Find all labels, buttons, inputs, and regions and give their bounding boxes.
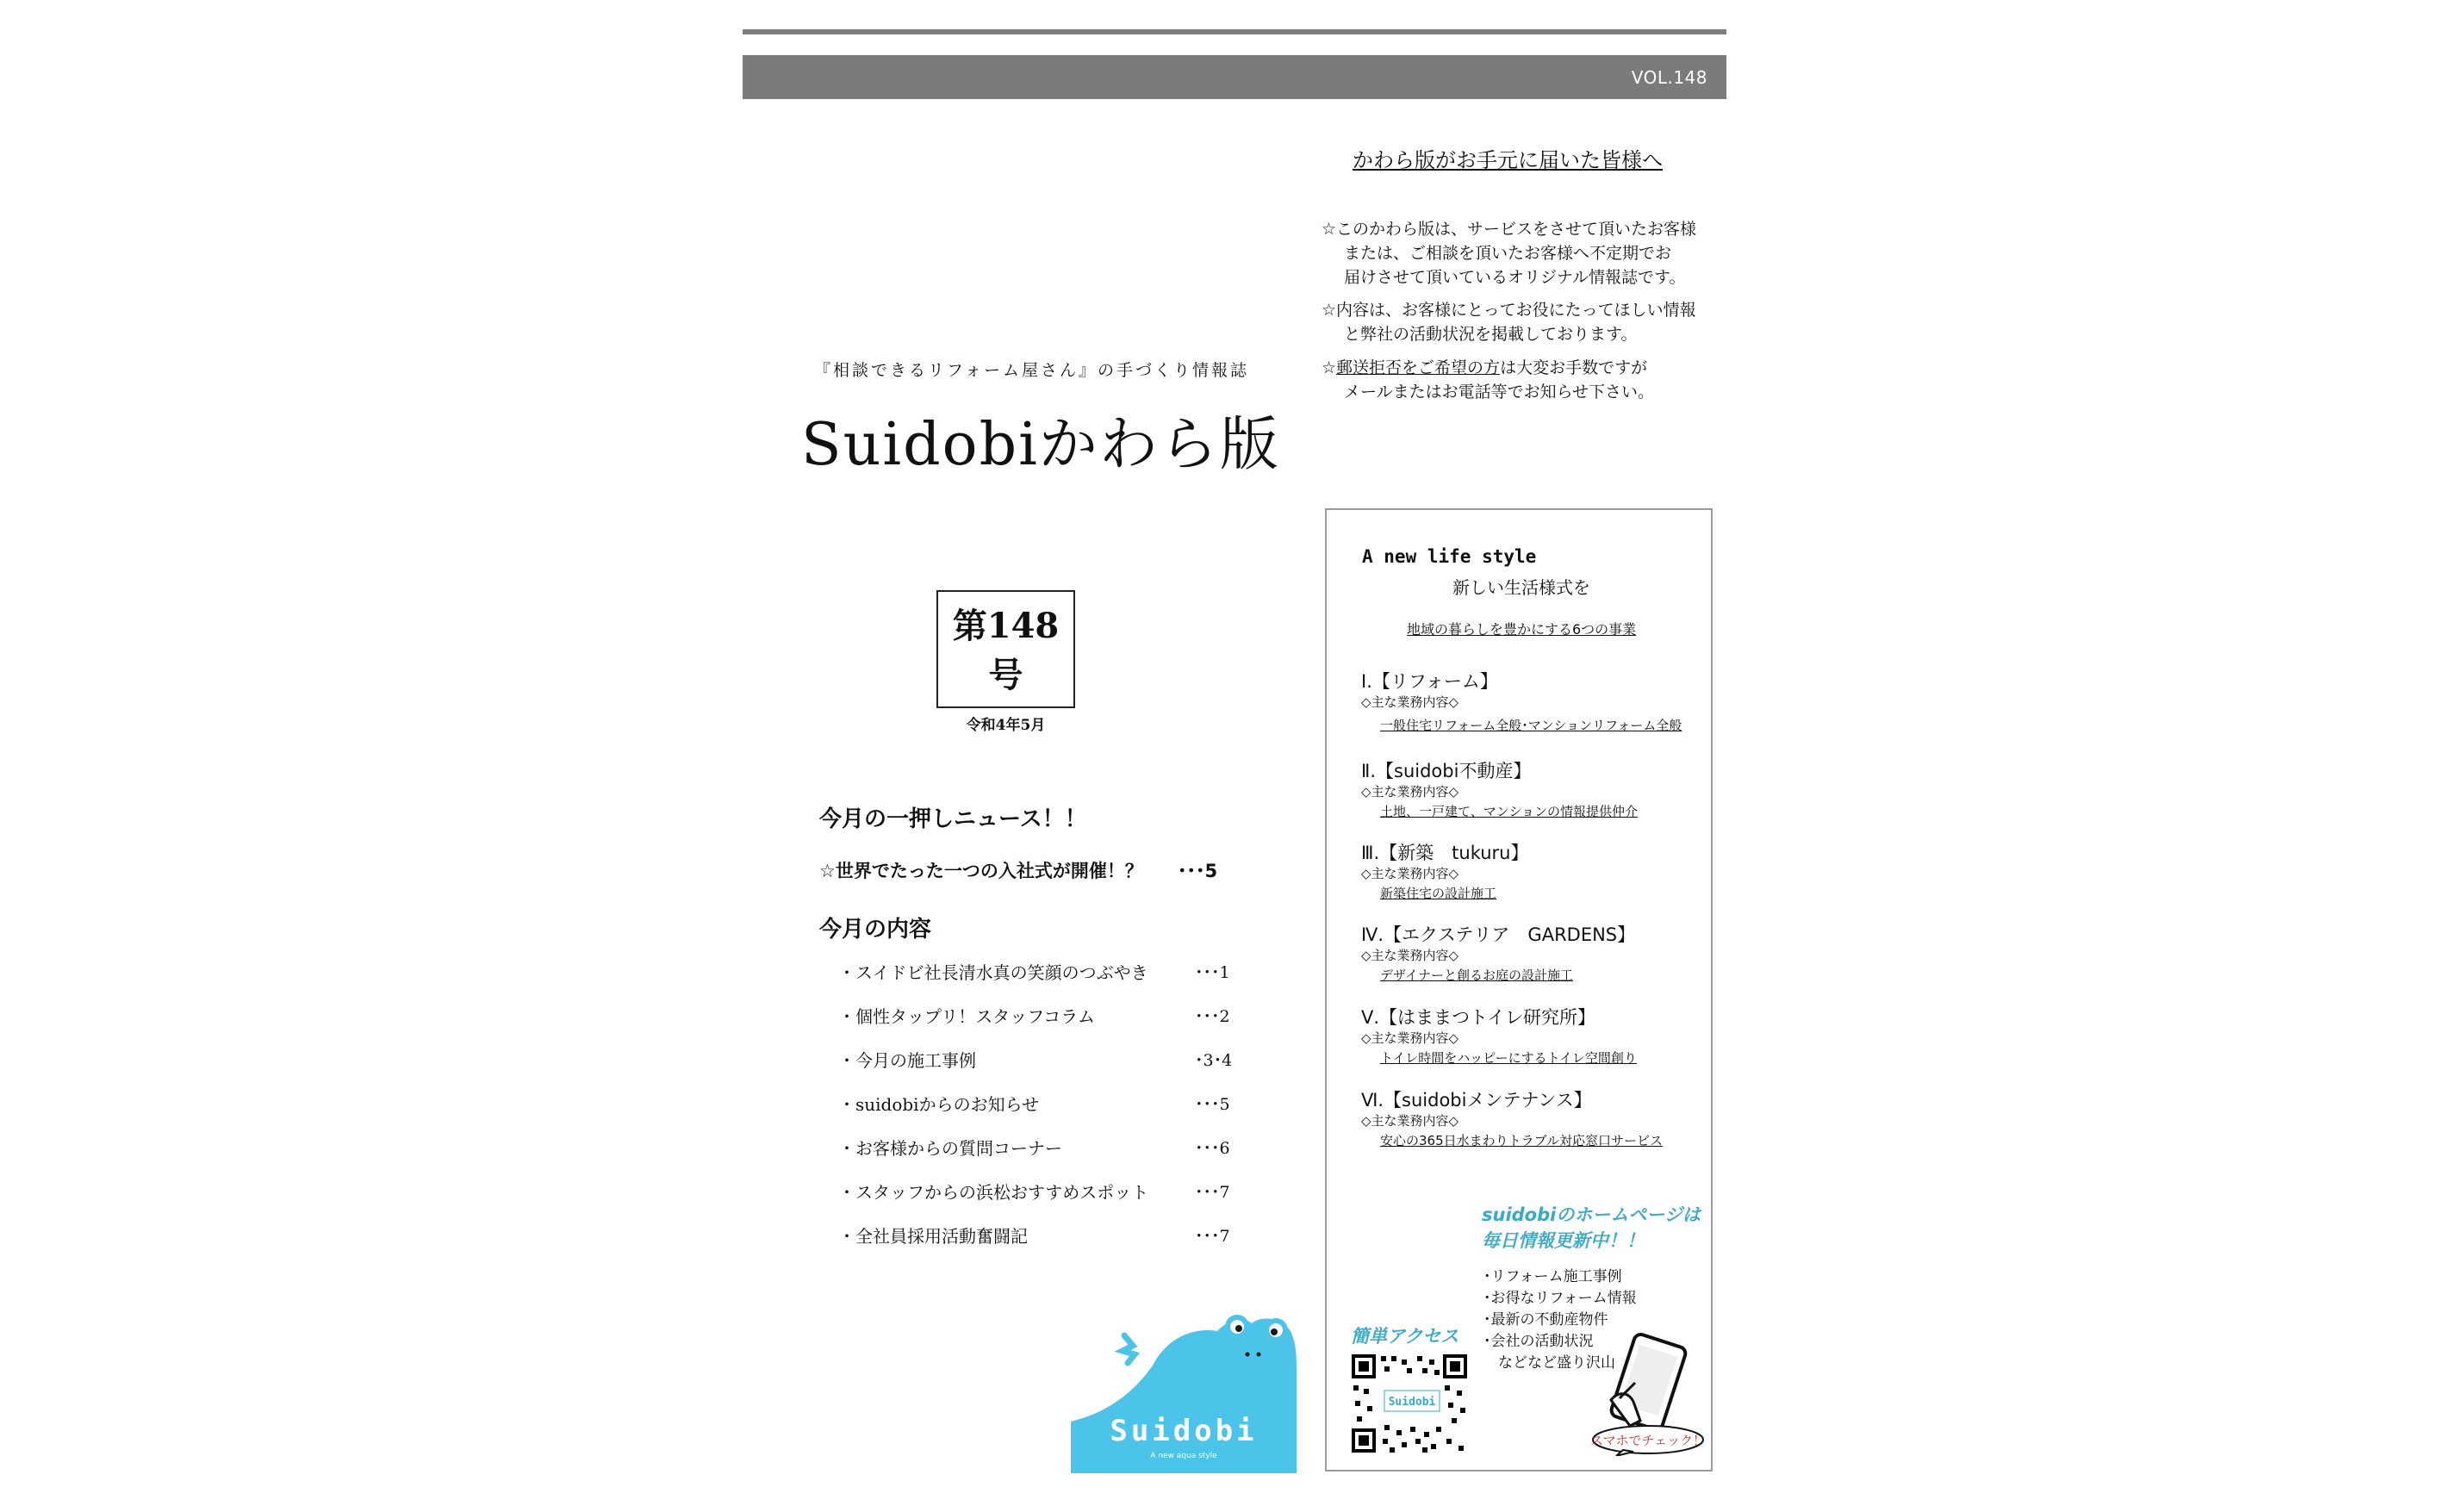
- toc-item-page: ･･･7: [1195, 1183, 1230, 1202]
- business-title: Ⅳ.【エクステリア GARDENS】: [1361, 924, 1636, 945]
- masthead-title: Suidobiかわら版: [801, 411, 1280, 479]
- volume-bar: [743, 55, 1726, 99]
- toc-item-page: ･3･4: [1195, 1051, 1233, 1070]
- business-detail: 一般住宅リフォーム全般･マンションリフォーム全般: [1380, 718, 1682, 733]
- qr-graphic[interactable]: [1350, 1353, 1469, 1454]
- business-title: Ⅲ.【新築 tukuru】: [1361, 843, 1529, 863]
- logo-wordmark: Suidobi: [1110, 1414, 1258, 1448]
- toc-item-label: ・スイドビ社長清水真の笑顔のつぶやき: [838, 962, 1148, 983]
- business-sub: ◇主な業務内容◇: [1361, 784, 1459, 800]
- smartphone-illustration: [1585, 1331, 1706, 1456]
- pickup-page: ･･･5: [1178, 861, 1218, 881]
- feature-list: ･リフォーム施工事例 ･お得なリフォーム情報 ･最新の不動産物件 ･会社の活動状況 などなど盛り沢山: [1483, 1268, 1637, 1372]
- issue-number: 第148号: [952, 606, 1060, 695]
- suidobi-logo: [1071, 1292, 1297, 1473]
- business-detail: 安心の365日水まわりトラブル対応窓口サービス: [1380, 1133, 1664, 1148]
- contents-heading: 今月の内容: [819, 917, 932, 943]
- toc-item-page: ･･･1: [1195, 963, 1230, 982]
- business-detail: 新築住宅の設計施工: [1380, 886, 1497, 901]
- business-detail: デザイナーと創るお庭の設計施工: [1380, 968, 1573, 983]
- masthead-subtitle: 『相談できるリフォーム屋さん』の手づくり情報誌: [814, 361, 1250, 380]
- toc-item-label: ・スタッフからの浜松おすすめスポット: [838, 1182, 1149, 1203]
- toc-item-page: ･･･2: [1195, 1007, 1230, 1026]
- qr-label: Suidobi: [1388, 1396, 1436, 1409]
- business-title: Ⅵ.【suidobiメンテナンス】: [1361, 1090, 1592, 1111]
- smartphone-icon: [1585, 1331, 1706, 1456]
- business-sub: ◇主な業務内容◇: [1361, 1030, 1459, 1046]
- business-title: Ⅴ.【はままつトイレ研究所】: [1361, 1007, 1595, 1028]
- phone-bubble-text: スマホでチェック！: [1589, 1433, 1706, 1448]
- pickup-item: ☆世界でたった一つの入社式が開催！？: [819, 861, 1143, 881]
- notice-1: ☆このかわら版は、サービスをさせて頂いたお客様 または、ご相談を頂いたお客様へ不定期でお 届けさせて頂いているオリジナル情報誌です。: [1322, 220, 1697, 287]
- volume-label: VOL.148: [1631, 67, 1707, 88]
- business-detail: 土地、一戸建て、マンションの情報提供仲介: [1380, 804, 1639, 819]
- tagline-jp: 新しい生活様式を: [1452, 577, 1590, 598]
- greeting-title: かわら版がお手元に届いた皆様へ: [1353, 148, 1663, 172]
- business-detail: トイレ時間をハッピーにするトイレ空間創り: [1380, 1050, 1637, 1066]
- homepage-line-2: 毎日情報更新中！！: [1482, 1230, 1645, 1251]
- logo-graphic: [1071, 1292, 1297, 1473]
- toc-item-label: ・全社員採用活動奮闘記: [838, 1226, 1028, 1247]
- logo-tagline: A new aqua style: [1150, 1452, 1217, 1460]
- business-title: Ⅰ.【リフォーム】: [1361, 671, 1498, 692]
- tagline-en: A new life style: [1362, 546, 1537, 567]
- toc-item-page: ･･･6: [1195, 1139, 1230, 1158]
- toc-item-label: ・suidobiからのお知らせ: [838, 1094, 1039, 1115]
- issue-box: [936, 590, 1075, 734]
- issue-date: 令和4年5月: [966, 717, 1046, 734]
- toc-item-page: ･･･7: [1195, 1227, 1230, 1246]
- notice-2: ☆内容は、お客様にとってお役にたってほしい情報 と弊社の活動状況を掲載しております。: [1322, 301, 1696, 344]
- business-sub: ◇主な業務内容◇: [1361, 866, 1459, 881]
- business-sub: ◇主な業務内容◇: [1361, 948, 1459, 963]
- easy-access-label: 簡単アクセス: [1351, 1326, 1459, 1347]
- toc-item-label: ・今月の施工事例: [838, 1050, 976, 1071]
- panel-lead: 地域の暮らしを豊かにする6つの事業: [1407, 621, 1637, 638]
- qr-code[interactable]: [1350, 1353, 1469, 1454]
- top-rule: [743, 29, 1726, 34]
- toc-item-page: ･･･5: [1195, 1095, 1230, 1114]
- business-sub: ◇主な業務内容◇: [1361, 1113, 1459, 1129]
- pickup-heading: 今月の一押しニュース！！: [819, 806, 1087, 832]
- business-sub: ◇主な業務内容◇: [1361, 694, 1459, 710]
- toc-item-label: ・お客様からの質問コーナー: [838, 1138, 1062, 1159]
- business-title: Ⅱ.【suidobi不動産】: [1361, 761, 1532, 781]
- toc-item-label: ・個性タップリ！スタッフコラム: [838, 1006, 1095, 1027]
- notice-3: ☆郵送拒否をご希望の方は大変お手数ですが メールまたはお電話等でお知らせ下さい。: [1322, 358, 1655, 401]
- homepage-line-1: suidobiのホームページは: [1482, 1204, 1701, 1225]
